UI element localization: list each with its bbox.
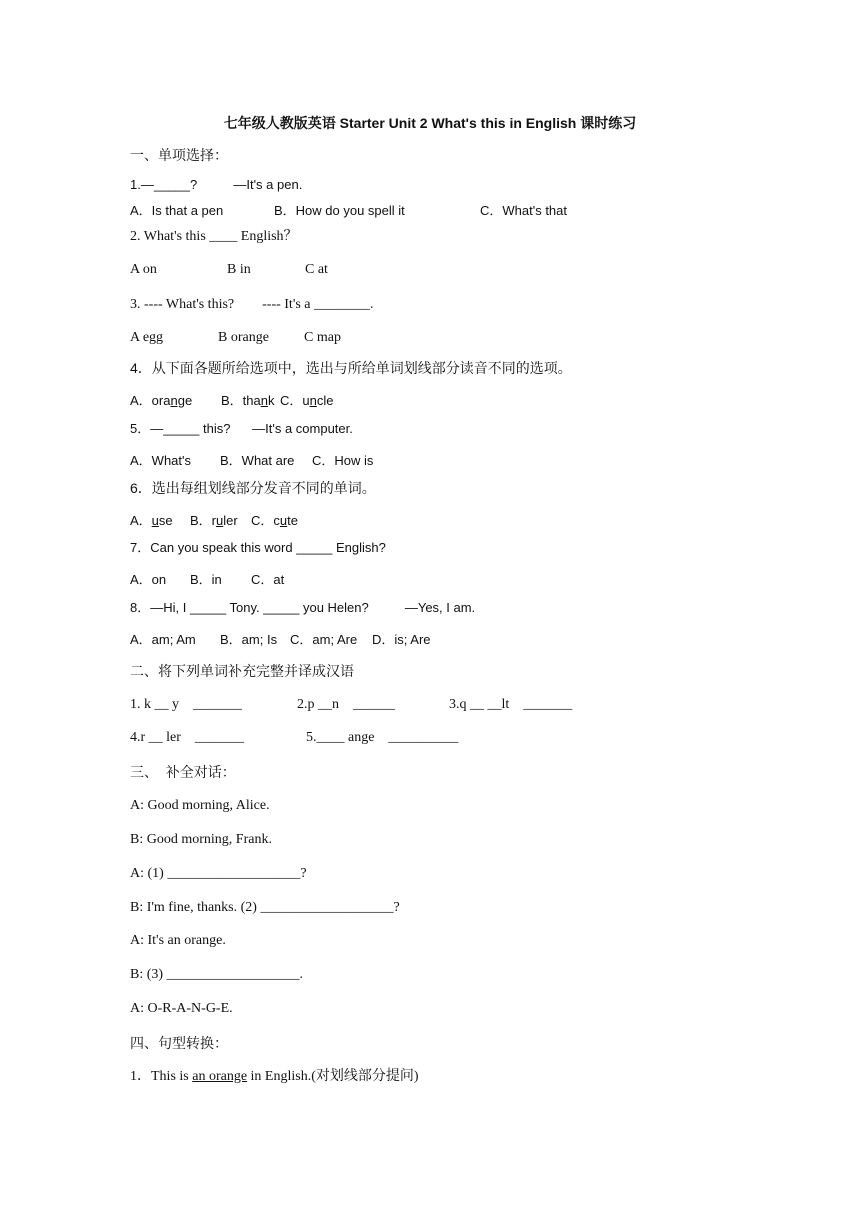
page-title: 七年级人教版英语 Starter Unit 2 What's this in English 课时练习 — [223, 115, 637, 131]
option-b: B．thank — [221, 393, 275, 408]
underlined-letters: u — [279, 513, 288, 528]
underlined-letters: u — [151, 513, 159, 528]
option-a: A．use — [130, 513, 173, 528]
option-a: A．orange — [130, 393, 193, 408]
option-a: A．on — [130, 572, 167, 587]
option-c: C．uncle — [280, 393, 334, 408]
option-c: C．How is — [312, 453, 374, 468]
option-b: B．in — [190, 572, 222, 587]
option-c: C．What's that — [480, 203, 568, 218]
word-item: 1. k __ y _______ — [130, 697, 242, 712]
section-heading: 三、 补全对话： — [130, 764, 236, 780]
word-item: 5.____ ange __________ — [306, 730, 459, 745]
dialogue-line: B: Good morning, Frank. — [130, 832, 272, 847]
question-stem: 6．选出每组划线部分发音不同的单词。 — [130, 480, 376, 496]
option-c: C．cute — [251, 513, 298, 528]
dialogue-line: A: (1) ___________________? — [130, 866, 307, 881]
underlined-letters: n — [309, 393, 317, 408]
dialogue-line: A: Good morning, Alice. — [130, 798, 270, 813]
option-a: A egg — [130, 330, 164, 345]
word-item: 4.r __ ler _______ — [130, 730, 244, 745]
option-b: B．How do you spell it — [274, 203, 405, 218]
option-d: D．is; Are — [372, 632, 431, 647]
dialogue-line: A: It's an orange. — [130, 933, 226, 948]
section-heading: 四、句型转换： — [130, 1035, 228, 1051]
option-c: C．at — [251, 572, 285, 587]
dialogue-line: A: O-R-A-N-G-E. — [130, 1001, 233, 1016]
option-b: B．What are — [220, 453, 295, 468]
option-b: B．am; Is — [220, 632, 278, 647]
question-stem: 4．从下面各题所给选项中，选出与所给单词划线部分读音不同的选项。 — [130, 360, 572, 376]
word-item: 2.p __n ______ — [297, 697, 395, 712]
section-heading: 二、将下列单词补充完整并译成汉语 — [130, 663, 354, 679]
transform-question: 1．This is an orange in English.(对划线部分提问) — [130, 1069, 419, 1084]
option-a: A．What's — [130, 453, 191, 468]
option-a: A．am; Am — [130, 632, 196, 647]
question-stem: 2. What's this ____ English？ — [130, 229, 298, 244]
question-stem: 7．Can you speak this word _____ English? — [130, 540, 386, 555]
question-stem: 8．—Hi, I _____ Tony. _____ you Helen? —Yes, I am. — [130, 600, 476, 615]
underlined-letters: ng — [170, 393, 185, 408]
underlined-phrase: an orange — [192, 1069, 248, 1084]
option-b: B．ruler — [190, 513, 238, 528]
question-stem: 1.—_____? —It's a pen. — [130, 177, 303, 192]
underlined-letters: n — [260, 393, 268, 408]
option-c: C at — [305, 262, 328, 277]
word-item: 3.q __ __lt _______ — [449, 697, 573, 712]
underlined-letters: u — [216, 513, 224, 528]
section-heading: 一、单项选择： — [130, 147, 228, 163]
option-c: C．am; Are — [290, 632, 358, 647]
dialogue-line: B: I'm fine, thanks. (2) ___________________? — [130, 900, 400, 915]
option-b: B in — [227, 262, 251, 277]
option-a: A．Is that a pen — [130, 203, 224, 218]
question-stem: 3. ---- What's this? ---- It's a ________. — [130, 297, 374, 312]
option-b: B orange — [218, 330, 269, 345]
option-c: C map — [304, 330, 341, 345]
question-stem: 5．—_____ this? —It's a computer. — [130, 421, 353, 436]
option-a: A on — [130, 262, 157, 277]
dialogue-line: B: (3) ___________________. — [130, 967, 304, 982]
